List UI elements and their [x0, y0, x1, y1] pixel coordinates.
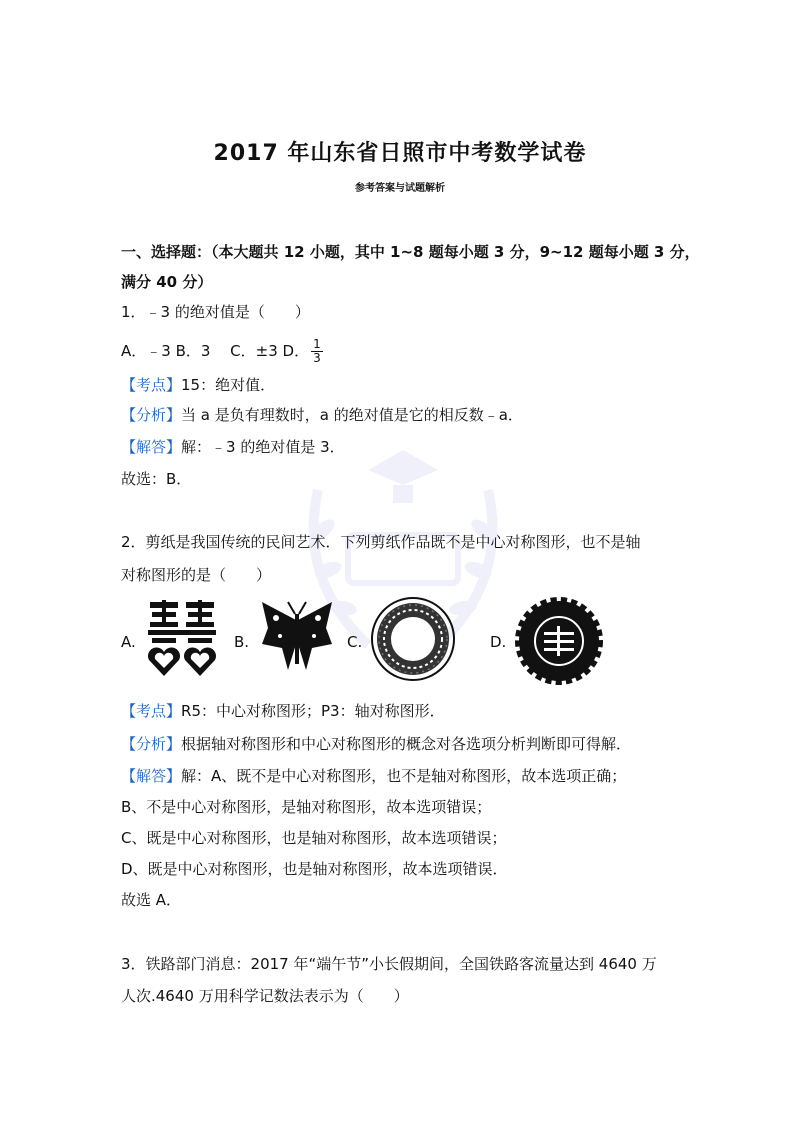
gear-papercut-image: [514, 596, 604, 686]
q2-answer: 故选 A．: [121, 891, 182, 909]
q1-options-text: A．﹣3 B．3 C．±3 D．: [121, 342, 310, 360]
page-subtitle: 参考答案与试题解析: [355, 183, 445, 194]
q2-fenxi: [121, 734, 631, 754]
q1-fenxi: [121, 405, 523, 425]
fraction-one-third: [311, 338, 323, 365]
q2-option-d-label: D.: [490, 633, 507, 651]
section-heading-line1: 一、选择题：（本大题共 12 小题，其中 1~8 题每小题 3 分，9~12 题每小题 3 分，: [121, 243, 700, 261]
kaodian-tag: 【考点】: [121, 376, 182, 394]
q3-stem-line1: 3．铁路部门消息：2017 年“端午节”小长假期间，全国铁路客流量达到 4640 万: [121, 955, 657, 973]
q2-line-c: C、既是中心对称图形，也是轴对称图形，故本选项错误；: [121, 829, 507, 847]
double-happiness-papercut-image: [146, 600, 218, 676]
fenxi-tag: 【分析】: [121, 406, 182, 424]
q1-answer: 故选：B．: [121, 470, 192, 488]
q1-kaodian: [121, 375, 275, 395]
q1-stem: 1．﹣3 的绝对值是（ ）: [121, 303, 310, 321]
q1-options: [121, 338, 323, 365]
q2-option-c-label: C.: [347, 633, 363, 651]
kaodian-tag: 【考点】: [121, 702, 182, 720]
fraction-numerator: 1: [313, 337, 321, 351]
q2-option-a-label: A.: [121, 633, 136, 651]
q2-jieda: [121, 766, 626, 786]
q2-stem-line1: 2．剪纸是我国传统的民间艺术．下列剪纸作品既不是中心对称图形，也不是轴: [121, 533, 641, 551]
ring-papercut-image: [370, 596, 456, 682]
kaodian-text: 15：绝对值．: [181, 376, 276, 394]
jieda-tag: 【解答】: [121, 438, 182, 456]
section-heading-line2: 满分 40 分）: [121, 273, 213, 291]
jieda-tag: 【解答】: [121, 767, 182, 785]
q2-option-b-label: B.: [234, 633, 250, 651]
butterfly-papercut-image: [258, 600, 336, 680]
q2-line-d: D、既是中心对称图形，也是轴对称图形，故本选项错误．: [121, 860, 508, 878]
q2-kaodian: [121, 701, 445, 721]
page-title: 2017 年山东省日照市中考数学试卷: [213, 141, 587, 166]
jieda-text: 解：A、既不是中心对称图形，也不是轴对称图形，故本选项正确；: [181, 767, 627, 785]
q1-jieda: [121, 437, 345, 457]
q2-line-b: B、不是中心对称图形，是轴对称图形，故本选项错误；: [121, 798, 492, 816]
fenxi-tag: 【分析】: [121, 735, 182, 753]
jieda-text: 解：﹣3 的绝对值是 3．: [181, 438, 345, 456]
q2-stem-line2: 对称图形的是（ ）: [121, 566, 272, 584]
fenxi-text: 根据轴对称图形和中心对称图形的概念对各选项分析判断即可得解．: [181, 735, 632, 753]
fenxi-text: 当 a 是负有理数时，a 的绝对值是它的相反数﹣a．: [181, 406, 523, 424]
fraction-denominator: 3: [313, 351, 321, 365]
kaodian-text: R5：中心对称图形；P3：轴对称图形．: [181, 702, 445, 720]
q3-stem-line2: 人次.4640 万用科学记数法表示为（ ）: [121, 987, 409, 1005]
